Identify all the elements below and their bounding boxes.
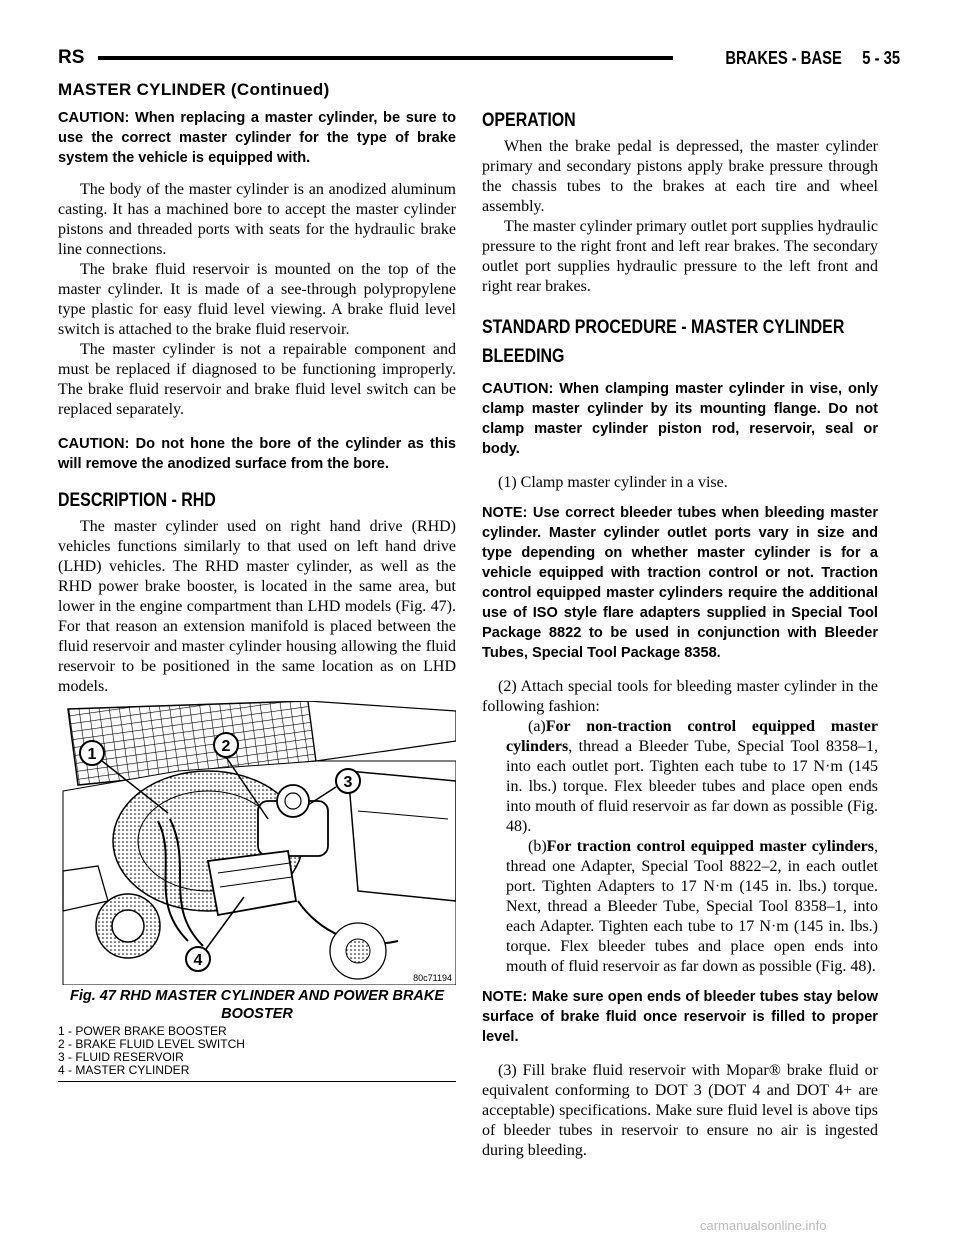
right-column	[482, 108, 878, 1161]
legend-item: 2 - BRAKE FLUID LEVEL SWITCH	[58, 1037, 245, 1051]
svg-text:2: 2	[221, 738, 231, 755]
substep-a: (a)For non-traction control equipped master cylinders, thread a Bleeder Tube, Special Tool 8358–1, into each outlet port. Tighten each tube to 17 N·m (145 in. lbs.) torque. Flex bleeder tubes and place open ends into mouth of fluid reservoir as far down as possible (Fig. 48).	[506, 718, 878, 835]
continued-title: MASTER CYLINDER (Continued)	[58, 80, 330, 99]
svg-text:4: 4	[193, 952, 203, 969]
page-header	[58, 44, 900, 72]
legend-item: 3 - FLUID RESERVOIR	[58, 1050, 184, 1064]
figure-code: 80c71194	[413, 973, 452, 983]
step-2: (2) Attach special tools for bleeding master cylinder in the following fashion:	[482, 678, 878, 715]
caution-replace: CAUTION: When replacing a master cylinder, be sure to use the correct master cylinder for the type of brake system the vehicle is equipped with.	[58, 110, 456, 166]
paragraph-body: The body of the master cylinder is an anodized aluminum casting. It has a machined bore to accept the master cylinder pistons and threaded ports with seats for the hydraulic brake line connections.	[58, 181, 456, 258]
note-open-ends: NOTE: Make sure open ends of bleeder tubes stay below surface of brake fluid once reservoir is filled to proper level.	[482, 989, 878, 1045]
svg-text:3: 3	[343, 774, 353, 791]
legend-item: 1 - POWER BRAKE BOOSTER	[58, 1024, 227, 1038]
paragraph-operation-2: The master cylinder primary outlet port supplies hydraulic pressure to the right front and left rear brakes. The secondary outlet port supplies hydraulic pressure to the left front and right rear brakes.	[482, 218, 878, 295]
note-bleeder-tubes: NOTE: Use correct bleeder tubes when bleeding master cylinder. Master cylinder outlet ports vary in size and type depending on whether master cylinder is for a vehicle equipped with traction control or not. Traction control equipped master cylinders require the additional use of ISO style flare adapters supplied in Special Tool Package 8822 to be used in conjunction with Bleeder Tubes, Special Tool Package 8358.	[482, 505, 878, 661]
figure-legend	[58, 1025, 456, 1077]
engine-illustration	[58, 701, 456, 985]
callout-1	[80, 741, 104, 765]
heading-operation: OPERATION	[482, 110, 576, 131]
watermark-footer: carmanualsonline.info	[700, 1218, 827, 1233]
step-3: (3) Fill brake fluid reservoir with Mopar® brake fluid or equivalent conforming to DOT 3 (DOT 4 and DOT 4+ are acceptable) specifications. Make sure fluid level is above tips of bleeder tubes in reservoir to ensure no air is ingested during bleeding.	[482, 1062, 878, 1159]
header-rule	[98, 56, 673, 60]
step-1: (1) Clamp master cylinder in a vise.	[498, 474, 728, 491]
figure-47	[58, 701, 456, 1077]
heading-standard-procedure: STANDARD PROCEDURE - MASTER CYLINDER	[482, 317, 845, 338]
left-column	[58, 108, 456, 1077]
callout-3	[336, 769, 360, 793]
legend-item: 4 - MASTER CYLINDER	[58, 1063, 190, 1077]
callout-4	[186, 947, 210, 971]
callout-2	[214, 733, 238, 757]
paragraph-rhd: The master cylinder used on right hand drive (RHD) vehicles functions similarly to that used on left hand drive (LHD) vehicles. The RHD master cylinder, as well as the RHD power brake booster, is located in the same area, but lower in the engine compartment than LHD models (Fig. 47). For that reason an extension manifold is placed between the fluid reservoir and master cylinder housing allowing the fluid reservoir to be positioned in the same location as on LHD models.	[58, 518, 456, 695]
caution-hone: CAUTION: Do not hone the bore of the cylinder as this will remove the anodized surface from the bore.	[58, 436, 456, 472]
paragraph-repair: The master cylinder is not a repairable component and must be replaced if diagnosed to be functioning improperly. The brake fluid reservoir and brake fluid level switch can be replaced separately.	[58, 341, 456, 418]
header-model-code: RS	[58, 47, 85, 68]
paragraph-operation-1: When the brake pedal is depressed, the master cylinder primary and secondary pistons apply brake pressure through the chassis tubes to the brakes at each tire and wheel assembly.	[482, 138, 878, 215]
paragraph-reservoir: The brake fluid reservoir is mounted on the top of the master cylinder. It is made of a see-through polypropylene type plastic for easy fluid level viewing. A brake fluid level switch is attached to the brake fluid reservoir.	[58, 261, 456, 338]
figure-caption: Fig. 47 RHD MASTER CYLINDER AND POWER BRAKE BOOSTER	[69, 988, 445, 1022]
heading-standard-procedure-2: BLEEDING	[482, 346, 565, 367]
substep-b: (b)For traction control equipped master cylinders, thread one Adapter, Special Tool 8822–2, in each outlet port. Tighten Adapters to 17 N·m (145 in. lbs.) torque. Next, thread a Bleeder Tube, Special Tool 8358–1, into each Adapter. Tighten each tube to 17 N·m (145 in. lbs.) torque. Flex bleeder tubes and place open ends into mouth of fluid reservoir as far down as possible (Fig. 48).	[506, 838, 878, 975]
heading-description-rhd: DESCRIPTION - RHD	[58, 490, 216, 511]
caution-clamping: CAUTION: When clamping master cylinder in vise, only clamp master cylinder by its mounting flange. Do not clamp master cylinder piston rod, reservoir, seal or body.	[482, 381, 878, 457]
svg-text:1: 1	[87, 746, 97, 763]
figure-bottom-rule	[58, 1081, 456, 1082]
header-section-page: BRAKES - BASE 5 - 35	[725, 47, 900, 68]
